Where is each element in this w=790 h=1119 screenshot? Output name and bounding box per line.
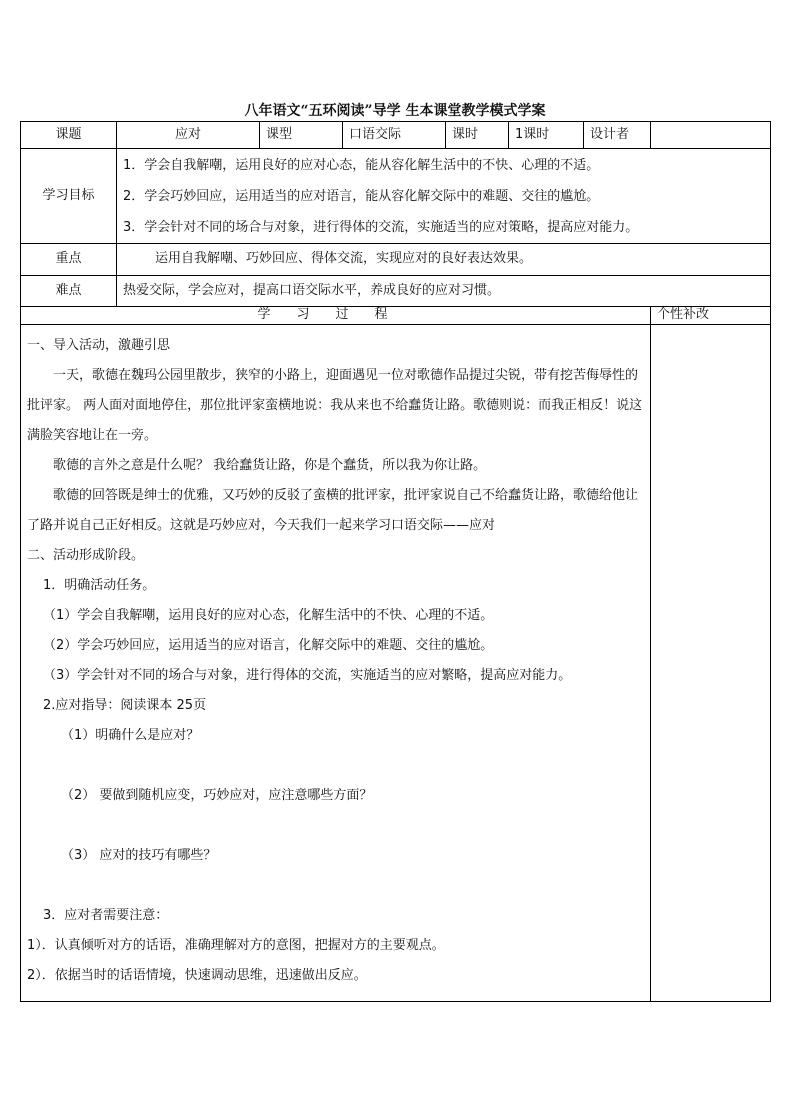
topic-label: 课题	[21, 122, 117, 149]
answer-space	[27, 751, 644, 781]
type-label: 课型	[260, 122, 343, 149]
section-2-title: 二、活动形成阶段。	[27, 548, 145, 563]
hours-label: 课时	[446, 122, 509, 149]
step-1: 1．明确活动任务。	[43, 578, 156, 593]
topic-value: 应对	[117, 122, 260, 149]
question: （3） 应对的技巧有哪些？	[61, 848, 217, 863]
side-notes-label: 个性补改	[651, 307, 771, 325]
process-label-text: 学习过程	[257, 307, 414, 323]
lesson-plan-table	[20, 121, 771, 1002]
goal-item: 2．学会巧妙回应，运用适当的应对语言，能从容化解交际中的难题、交往的尴尬。	[123, 188, 600, 204]
goals-row	[21, 149, 771, 244]
side-notes-area[interactable]	[651, 325, 771, 1002]
designer-value	[651, 122, 771, 149]
answer-space	[27, 811, 644, 841]
difficulty-row	[21, 276, 771, 307]
hours-value: 1课时	[509, 122, 584, 149]
key-point-value: 运用自我解嘲、巧妙回应、得体交流，实现应对的良好表达效果。	[117, 244, 771, 276]
goal-item: 3．学会针对不同的场合与对象，进行得体的交流，实施适当的应对策略，提高应对能力。	[123, 219, 639, 235]
step-2: 2.应对指导：阅读课本 25页	[43, 698, 207, 713]
page-title: 八年语文“五环阅读”导学 生本课堂教学模式学案	[244, 103, 546, 119]
paragraph: 歌德的回答既是绅士的优雅，又巧妙的反驳了蛮横的批评家，批评家说自己不给蠢货让路，歌德给他让了路并说自己正好相反。这就是巧妙应对，今天我们一起来学习口语交际——应对	[27, 488, 639, 533]
goals-list	[117, 149, 771, 244]
answer-space	[27, 871, 644, 901]
type-value: 口语交际	[343, 122, 446, 149]
designer-label: 设计者	[584, 122, 651, 149]
task-item: （3）学会针对不同的场合与对象，进行得体的交流，实施适当的应对繁略，提高应对能力。	[43, 668, 572, 683]
task-item: （1）学会自我解嘲，运用良好的应对心态，化解生活中的不快、心理的不适。	[43, 608, 494, 623]
goal-item: 1．学会自我解嘲，运用良好的应对心态，能从容化解生活中的不快、心理的不适。	[123, 157, 600, 173]
note-item: 2）．依据当时的话语情境，快速调动思维，迅速做出反应。	[27, 968, 367, 983]
step-3: 3．应对者需要注意：	[43, 908, 169, 923]
process-label	[21, 307, 651, 325]
key-point-label: 重点	[21, 244, 117, 276]
note-item: 1）．认真倾听对方的话语，准确理解对方的意图，把握对方的主要观点。	[27, 938, 445, 953]
key-point-row	[21, 244, 771, 276]
process-content	[21, 325, 651, 1002]
question: （2） 要做到随机应变，巧妙应对，应注意哪些方面？	[61, 788, 373, 803]
process-header-row	[21, 307, 771, 325]
difficulty-label: 难点	[21, 276, 117, 307]
paragraph: 一天，歌德在魏玛公园里散步，狭窄的小路上，迎面遇见一位对歌德作品提过尖锐，带有挖苦侮辱性的批评家。 两人面对面地停住，那位批评家蛮横地说：我从来也不给蠢货让路。歌德则说：而我正相反！说这满脸笑容地让在一旁。	[27, 368, 643, 443]
task-item: （2）学会巧妙回应，运用适当的应对语言，化解交际中的难题、交往的尴尬。	[43, 638, 494, 653]
goals-label: 学习目标	[21, 149, 117, 244]
difficulty-value: 热爱交际，学会应对，提高口语交际水平，养成良好的应对习惯。	[117, 276, 771, 307]
header-row	[21, 122, 771, 149]
process-body-row	[21, 325, 771, 1002]
question: （1）明确什么是应对？	[61, 728, 200, 743]
paragraph: 歌德的言外之意是什么呢？ 我给蠢货让路，你是个蠢货，所以我为你让路。	[53, 458, 487, 473]
section-1-title: 一、导入活动，激趣引思	[27, 338, 171, 353]
